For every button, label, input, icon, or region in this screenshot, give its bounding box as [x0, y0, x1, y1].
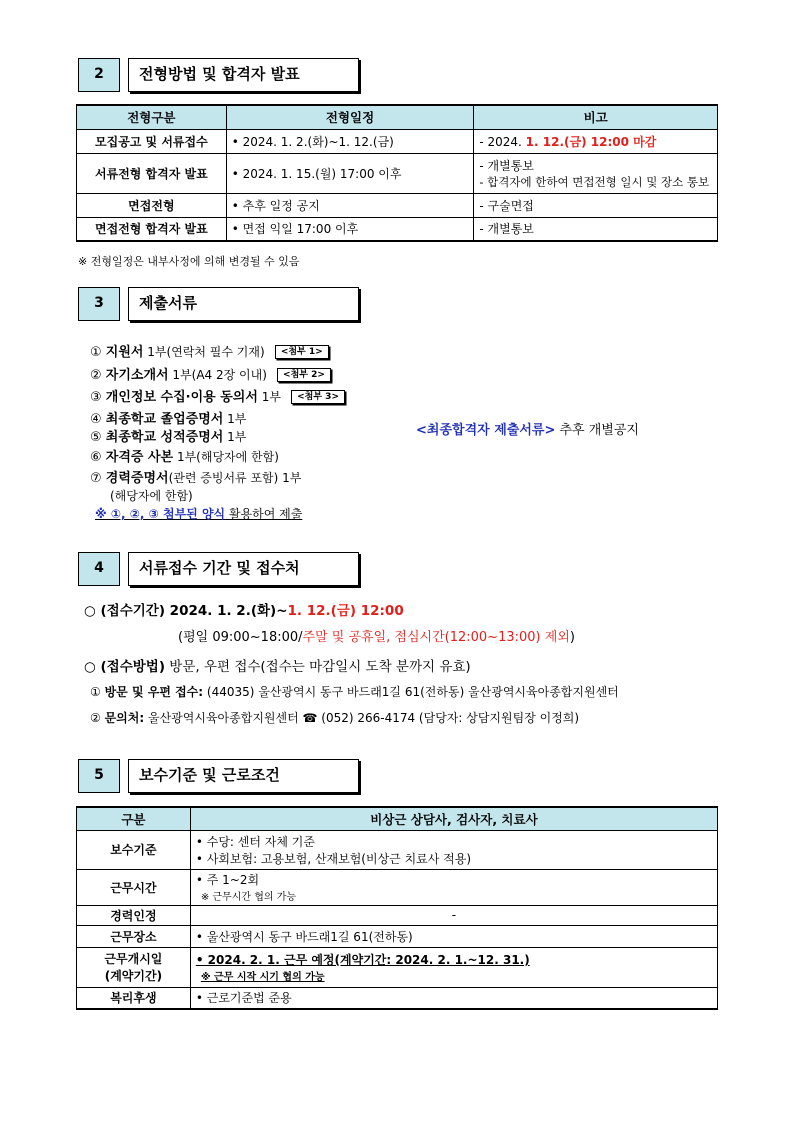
table-row	[77, 869, 718, 905]
list-item	[90, 341, 329, 360]
table-row	[77, 153, 718, 193]
column-header: 전형일정	[226, 105, 474, 129]
start-cell	[190, 947, 717, 987]
section4-header	[78, 552, 359, 586]
table-row	[77, 925, 718, 947]
attachment-tag: <첨부 3>	[291, 390, 345, 404]
note-text: - 2024.	[479, 134, 526, 149]
note-line: - 개별통보	[479, 158, 534, 173]
career-cell: -	[190, 905, 717, 925]
method-label: ○ (접수방법)	[84, 659, 165, 675]
note-line: - 합격자에 한하여 면접전형 일시 및 장소 통보	[479, 174, 710, 189]
schedule-cell: • 면접 익일 17:00 이후	[226, 217, 474, 241]
document-name: 최종학교 성적증명서	[105, 430, 224, 445]
table-row	[77, 217, 718, 241]
method-text: 방문, 우편 접수(접수는 마감일시 도착 분까지 유효)	[164, 659, 471, 675]
item-number: ①	[90, 345, 102, 360]
document-detail: 1부(해당자에 한함)	[173, 450, 279, 464]
document-detail: 1부	[223, 412, 247, 426]
document-name: 지원서	[105, 345, 144, 360]
hours-cell	[190, 869, 717, 905]
final-documents-note	[416, 419, 639, 438]
table-row	[77, 987, 718, 1009]
section-title: 제출서류	[128, 287, 359, 321]
business-hours	[178, 626, 575, 645]
row-label: 근무장소	[77, 925, 191, 947]
note-prefix: ※ ①, ②, ③	[95, 507, 163, 521]
document-detail: (관련 증빙서류 포함) 1부	[168, 471, 302, 485]
note-cell: - 개별통보	[474, 217, 718, 241]
row-label: 경력인정	[77, 905, 191, 925]
item-number: ①	[90, 685, 101, 699]
period-deadline: 1. 12.(금) 12:00	[287, 603, 404, 619]
contact-text: 울산광역시육아종합지원센터 ☎ (052) 266-4174 (담당자: 상담지원팀장 이정희)	[144, 711, 580, 725]
item-number: ⑦	[90, 471, 102, 486]
period-label: ○ (접수기간) 2024. 1. 2.(화)~	[84, 603, 288, 619]
hours-exclusion: 주말 및 공휴일, 점심시간(12:00~13:00) 제외	[302, 630, 570, 645]
welfare-cell: • 근로기준법 준용	[190, 987, 717, 1009]
item-number: ②	[90, 711, 101, 725]
note-highlight: 첨부된 양식	[162, 507, 226, 521]
schedule-cell: • 2024. 1. 15.(월) 17:00 이후	[226, 153, 474, 193]
template-note	[95, 505, 302, 522]
document-detail: 1부	[257, 390, 281, 404]
row-label: 서류전형 합격자 발표	[77, 153, 227, 193]
address-label: 방문 및 우편 접수:	[104, 685, 204, 699]
selection-schedule-table	[76, 104, 718, 242]
deadline-text: 1. 12.(금) 12:00 마감	[525, 134, 657, 149]
document-detail: 1부(연락처 필수 기재)	[143, 345, 265, 359]
column-header: 비상근 상담사, 검사자, 치료사	[190, 807, 717, 830]
list-item	[90, 386, 345, 405]
row-label: 면접전형 합격자 발표	[77, 217, 227, 241]
row-label: 모집공고 및 서류접수	[77, 129, 227, 153]
item-number: ④	[90, 412, 102, 427]
section-number: 2	[78, 58, 120, 92]
hours-text: (평일 09:00~18:00/	[178, 630, 303, 645]
section5-header	[78, 759, 359, 793]
attachment-tag: <첨부 1>	[275, 345, 329, 359]
schedule-footnote: ※ 전형일정은 내부사정에 의해 변경될 수 있음	[78, 255, 300, 268]
column-header: 구분	[77, 807, 191, 830]
row-label: 면접전형	[77, 193, 227, 217]
row-label	[77, 947, 191, 987]
note-cell	[474, 153, 718, 193]
address-text: (44035) 울산광역시 동구 바드래1길 61(전하동) 울산광역시육아종합지원센터	[203, 685, 619, 699]
contact-label: 문의처:	[104, 711, 145, 725]
row-label: 복리후생	[77, 987, 191, 1009]
start-note: ※ 근무 시작 시기 협의 가능	[200, 972, 325, 983]
list-item-continuation: (해당자에 한함)	[110, 489, 193, 503]
section-number: 3	[78, 287, 120, 321]
start-line: • 2024. 2. 1. 근무 예정(계약기간: 2024. 2. 1.~12. 31.)	[195, 953, 530, 967]
document-name: 개인정보 수집·이용 동의서	[105, 390, 258, 405]
table-row	[77, 830, 718, 869]
hours-close: )	[569, 630, 575, 645]
application-method	[84, 655, 471, 675]
table-row	[77, 905, 718, 925]
list-item	[90, 364, 331, 383]
section3-header	[78, 287, 359, 321]
column-header: 비고	[474, 105, 718, 129]
row-label-line: (계약기간)	[104, 969, 163, 983]
pay-line: • 수당: 센터 자체 기준	[195, 834, 315, 849]
document-name: 최종학교 졸업증명서	[105, 412, 224, 427]
section-title: 전형방법 및 합격자 발표	[128, 58, 359, 92]
section-title: 보수기준 및 근로조건	[128, 759, 359, 793]
note-suffix: 활용하여 제출	[225, 507, 303, 521]
list-item	[90, 426, 246, 445]
attachment-tag: <첨부 2>	[277, 368, 331, 382]
final-documents-label: <최종합격자 제출서류>	[416, 423, 556, 438]
row-label: 근무시간	[77, 869, 191, 905]
hours-line: • 주 1~2회	[195, 873, 260, 887]
table-header-row	[77, 105, 718, 129]
document-name: 자격증 사본	[105, 450, 174, 465]
table-row	[77, 947, 718, 987]
list-item	[90, 408, 246, 427]
schedule-cell: • 2024. 1. 2.(화)~1. 12.(금)	[226, 129, 474, 153]
section-title: 서류접수 기간 및 접수처	[128, 552, 359, 586]
section-number: 5	[78, 759, 120, 793]
note-cell	[474, 129, 718, 153]
document-name: 자기소개서	[105, 368, 169, 383]
application-period	[84, 599, 404, 619]
final-documents-text: 추후 개별공지	[555, 423, 639, 438]
contact-info	[90, 709, 579, 726]
row-label-line: 근무개시일	[104, 952, 163, 966]
table-header-row	[77, 807, 718, 830]
document-detail: 1부	[223, 430, 247, 444]
item-number: ⑤	[90, 430, 102, 445]
table-row	[77, 129, 718, 153]
section-number: 4	[78, 552, 120, 586]
submission-address	[90, 683, 619, 700]
list-item	[90, 467, 301, 486]
note-cell: - 구술면접	[474, 193, 718, 217]
pay-cell	[190, 830, 717, 869]
compensation-table	[76, 806, 718, 1010]
table-row	[77, 193, 718, 217]
pay-line: • 사회보험: 고용보험, 산재보험(비상근 치료사 적용)	[195, 851, 472, 866]
document-detail: 1부(A4 2장 이내)	[168, 368, 267, 382]
row-label: 보수기준	[77, 830, 191, 869]
hours-note: ※ 근무시간 협의 가능	[200, 892, 297, 903]
document-name: 경력증명서	[105, 471, 169, 486]
item-number: ②	[90, 368, 102, 383]
item-number: ⑥	[90, 450, 102, 465]
place-cell: • 울산광역시 동구 바드래1길 61(전하동)	[190, 925, 717, 947]
item-number: ③	[90, 390, 102, 405]
schedule-cell: • 추후 일정 공지	[226, 193, 474, 217]
column-header: 전형구분	[77, 105, 227, 129]
section2-header	[78, 58, 359, 92]
list-item	[90, 446, 279, 465]
